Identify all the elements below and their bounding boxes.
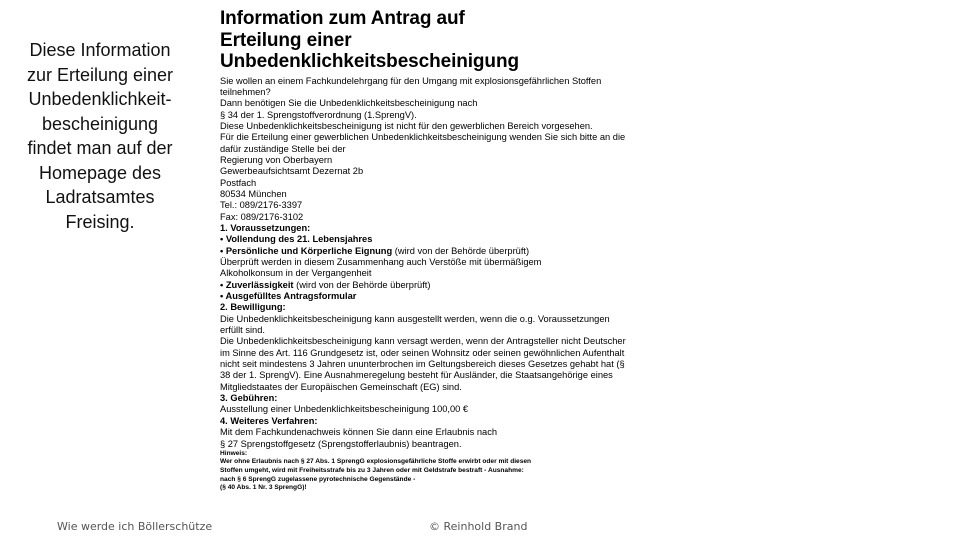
body-line: Postfach (220, 177, 257, 188)
body-line: Alkoholkonsum in der Vergangenheit (220, 268, 372, 279)
body-line: Ausstellung einer Unbedenklichkeitsbescheinigung 100,00 € (220, 404, 469, 415)
section-heading: 3. Gebühren: (220, 393, 278, 404)
section-heading: 1. Voraussetzungen: (220, 222, 311, 233)
hint-block (220, 450, 690, 493)
side-note-line: findet man auf der (27, 138, 173, 158)
side-note-line: Unbedenklichkeit- (28, 89, 172, 109)
body-line: Fax: 089/2176-3102 (220, 211, 304, 222)
section-heading: 4. Weiteres Verfahren: (220, 415, 318, 426)
body-line: dafür zuständige Stelle bei der (220, 143, 346, 154)
side-note-line: Homepage des (38, 162, 162, 183)
document-scan (220, 8, 690, 493)
requirement-note: (wird von der Behörde überprüft) (392, 245, 530, 256)
requirement-item: • Vollendung des 21. Lebensjahres (220, 234, 373, 245)
side-note-line: Diese Information (29, 40, 171, 60)
body-line: Für die Erteilung einer gewerblichen Unbedenklichkeitsbescheinigung wenden Sie sich bitte an die (220, 132, 626, 143)
title-line: Information zum Antrag auf (220, 8, 465, 29)
requirement-note: (wird von der Behörde überprüft) (293, 279, 431, 290)
footer-copyright: © Reinhold Brand (429, 520, 528, 533)
body-line: Regierung von Oberbayern (220, 154, 333, 165)
hint-line: Stoffen umgeht, wird mit Freiheitsstrafe bis zu 3 Jahren oder mit Geldstrafe bestraft - Ausnahme: (220, 467, 524, 475)
body-line: erfüllt sind. (220, 325, 265, 336)
body-line: 80534 München (220, 188, 287, 199)
requirement-item (220, 280, 690, 291)
side-note-line: bescheinigung (41, 113, 159, 134)
side-note-line: Ladratsamtes (45, 187, 155, 207)
side-note-line: Freising. (65, 211, 135, 232)
body-line: Dann benötigen Sie die Unbedenklichkeitsbescheinigung nach (220, 98, 478, 109)
body-line: Sie wollen an einem Fachkundelehrgang für den Umgang mit explosionsgefährlichen Stoffen (220, 75, 602, 86)
requirement-label: • Zuverlässigkeit (220, 279, 294, 290)
hint-line: Hinweis: (220, 449, 248, 457)
body-line: Gewerbeaufsichtsamt Dezernat 2b (220, 166, 364, 177)
body-line: Mitgliedstaates der Europäischen Gemeinschaft (EG) sind. (220, 381, 462, 392)
hint-line: (§ 40 Abs. 1 Nr. 3 SprengG)! (220, 484, 307, 492)
title-line: Erteilung einer (220, 29, 352, 51)
requirement-item: • Ausgefülltes Antragsformular (220, 291, 357, 302)
body-line: Diese Unbedenklichkeitsbescheinigung ist nicht für den gewerblichen Bereich vorgesehen. (220, 120, 593, 131)
body-line: Die Unbedenklichkeitsbescheinigung kann ausgestellt werden, wenn die o.g. Voraussetzungen (220, 313, 610, 324)
body-line: 38 der 1. SprengV). Eine Ausnahmeregelung besteht für Ausländer, die Staatsangehörige eines (220, 370, 613, 381)
body-line: teilnehmen? (220, 86, 271, 97)
requirement-item (220, 246, 690, 257)
footer-title: Wie werde ich Böllerschütze (57, 520, 213, 533)
body-line: § 27 Sprengstoffgesetz (Sprengstofferlaubnis) beantragen. (220, 438, 462, 449)
requirement-label: • Persönliche und Körperliche Eignung (220, 245, 393, 256)
document-title (220, 8, 690, 73)
body-line: nicht seit mindestens 3 Jahren ununterbrochen im Geltungsbereich dieses Gesetzes gehabt hat (§ (220, 359, 625, 370)
body-line: § 34 der 1. Sprengstoffverordnung (1.SprengV). (220, 109, 417, 120)
body-line: Überprüft werden in diesem Zusammenhang auch Verstöße mit übermäßigem (220, 257, 542, 267)
side-note (10, 38, 190, 234)
document-body (220, 76, 690, 493)
body-line: Tel.: 089/2176-3397 (220, 200, 303, 211)
hint-line: nach § 6 SprengG zugelassene pyrotechnische Gegenstände - (220, 475, 416, 483)
side-note-line: zur Erteilung einer (26, 64, 174, 85)
body-line: Die Unbedenklichkeitsbescheinigung kann versagt werden, wenn der Antragsteller nicht Deutscher (220, 336, 626, 347)
hint-line: Wer ohne Erlaubnis nach § 27 Abs. 1 SprengG explosionsgefährliche Stoffe erwirbt oder mit diesen (220, 458, 532, 466)
title-line: Unbedenklichkeitsbescheinigung (220, 51, 519, 72)
section-heading: 2. Bewilligung: (220, 302, 286, 313)
body-line: im Sinne des Art. 116 Grundgesetz ist, oder seinen Wohnsitz oder seinen gewöhnlichen Aufenthalt (220, 347, 625, 358)
body-line: Mit dem Fachkundenachweis können Sie dann eine Erlaubnis nach (220, 427, 498, 438)
